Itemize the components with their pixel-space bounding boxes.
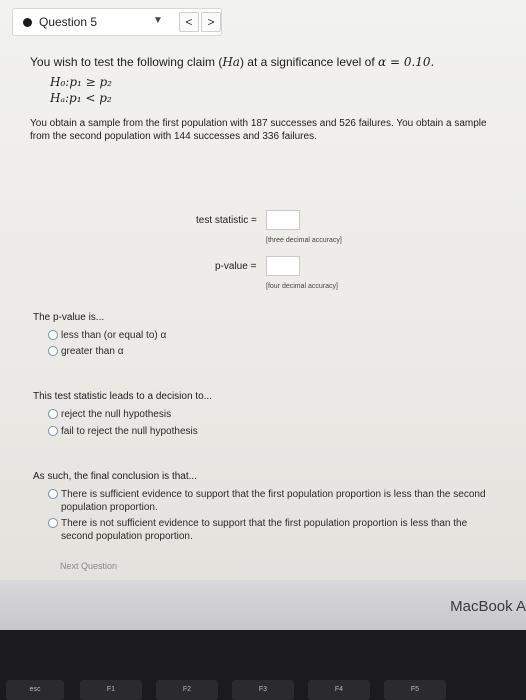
decision-question: This test statistic leads to a decision to... xyxy=(33,391,212,402)
option-sufficient-evidence[interactable]: There is sufficient evidence to support that the first population proportion is less than the second population proportion. xyxy=(48,488,488,514)
question-selector[interactable]: Question 5 xyxy=(39,15,98,29)
p-value-hint: [four decimal accuracy] xyxy=(266,283,338,290)
next-question-button[interactable]: > xyxy=(201,12,221,32)
brand-label: MacBook A xyxy=(450,598,526,615)
alpha-value: α = 0.10. xyxy=(378,55,435,69)
chevron-down-icon[interactable]: ▼ xyxy=(153,15,163,26)
radio-button[interactable] xyxy=(48,518,58,528)
p-value-input[interactable] xyxy=(266,256,300,276)
null-hypothesis: H₀:p₁ ≥ p₂ xyxy=(50,75,112,89)
radio-button[interactable] xyxy=(48,409,58,419)
test-statistic-input[interactable] xyxy=(266,210,300,230)
p-value-label: p-value = xyxy=(215,261,257,272)
conclusion-question: As such, the final conclusion is that... xyxy=(33,471,197,482)
option-less-than-alpha[interactable]: less than (or equal to) α xyxy=(48,329,166,342)
option-reject-null[interactable]: reject the null hypothesis xyxy=(48,408,171,421)
radio-button[interactable] xyxy=(48,426,58,436)
key-f3: F3 xyxy=(232,680,294,700)
alternative-hypothesis: Hₐ:p₁ < p₂ xyxy=(50,91,112,105)
sample-line-2: from the second population with 144 successes and 336 failures. xyxy=(30,131,317,142)
test-statistic-label: test statistic = xyxy=(196,215,257,226)
laptop-bezel xyxy=(0,580,526,630)
p-value-question: The p-value is... xyxy=(33,312,105,323)
key-esc: esc xyxy=(6,680,64,700)
test-statistic-hint: [three decimal accuracy] xyxy=(266,237,342,244)
radio-button[interactable] xyxy=(48,330,58,340)
option-fail-to-reject-null[interactable]: fail to reject the null hypothesis xyxy=(48,425,198,438)
key-f2: F2 xyxy=(156,680,218,700)
question-status-dot-icon xyxy=(23,18,32,27)
previous-question-button[interactable]: < xyxy=(179,12,199,32)
sample-line-1: You obtain a sample from the first population with 187 successes and 526 failures. You obtain a sample xyxy=(30,118,487,129)
option-greater-than-alpha[interactable]: greater than α xyxy=(48,345,124,358)
claim-intro: You wish to test the following claim (Ha) at a significance level of α = 0.10. xyxy=(30,55,435,69)
radio-button[interactable] xyxy=(48,346,58,356)
claim-symbol: Ha xyxy=(222,55,240,69)
question-nav-bar xyxy=(12,8,222,36)
key-f4: F4 xyxy=(308,680,370,700)
radio-button[interactable] xyxy=(48,489,58,499)
key-f5: F5 xyxy=(384,680,446,700)
option-not-sufficient-evidence[interactable]: There is not sufficient evidence to support that the first population proportion is less than the second population proportion. xyxy=(48,517,488,543)
key-f1: F1 xyxy=(80,680,142,700)
next-question-link[interactable]: Next Question xyxy=(60,561,118,571)
